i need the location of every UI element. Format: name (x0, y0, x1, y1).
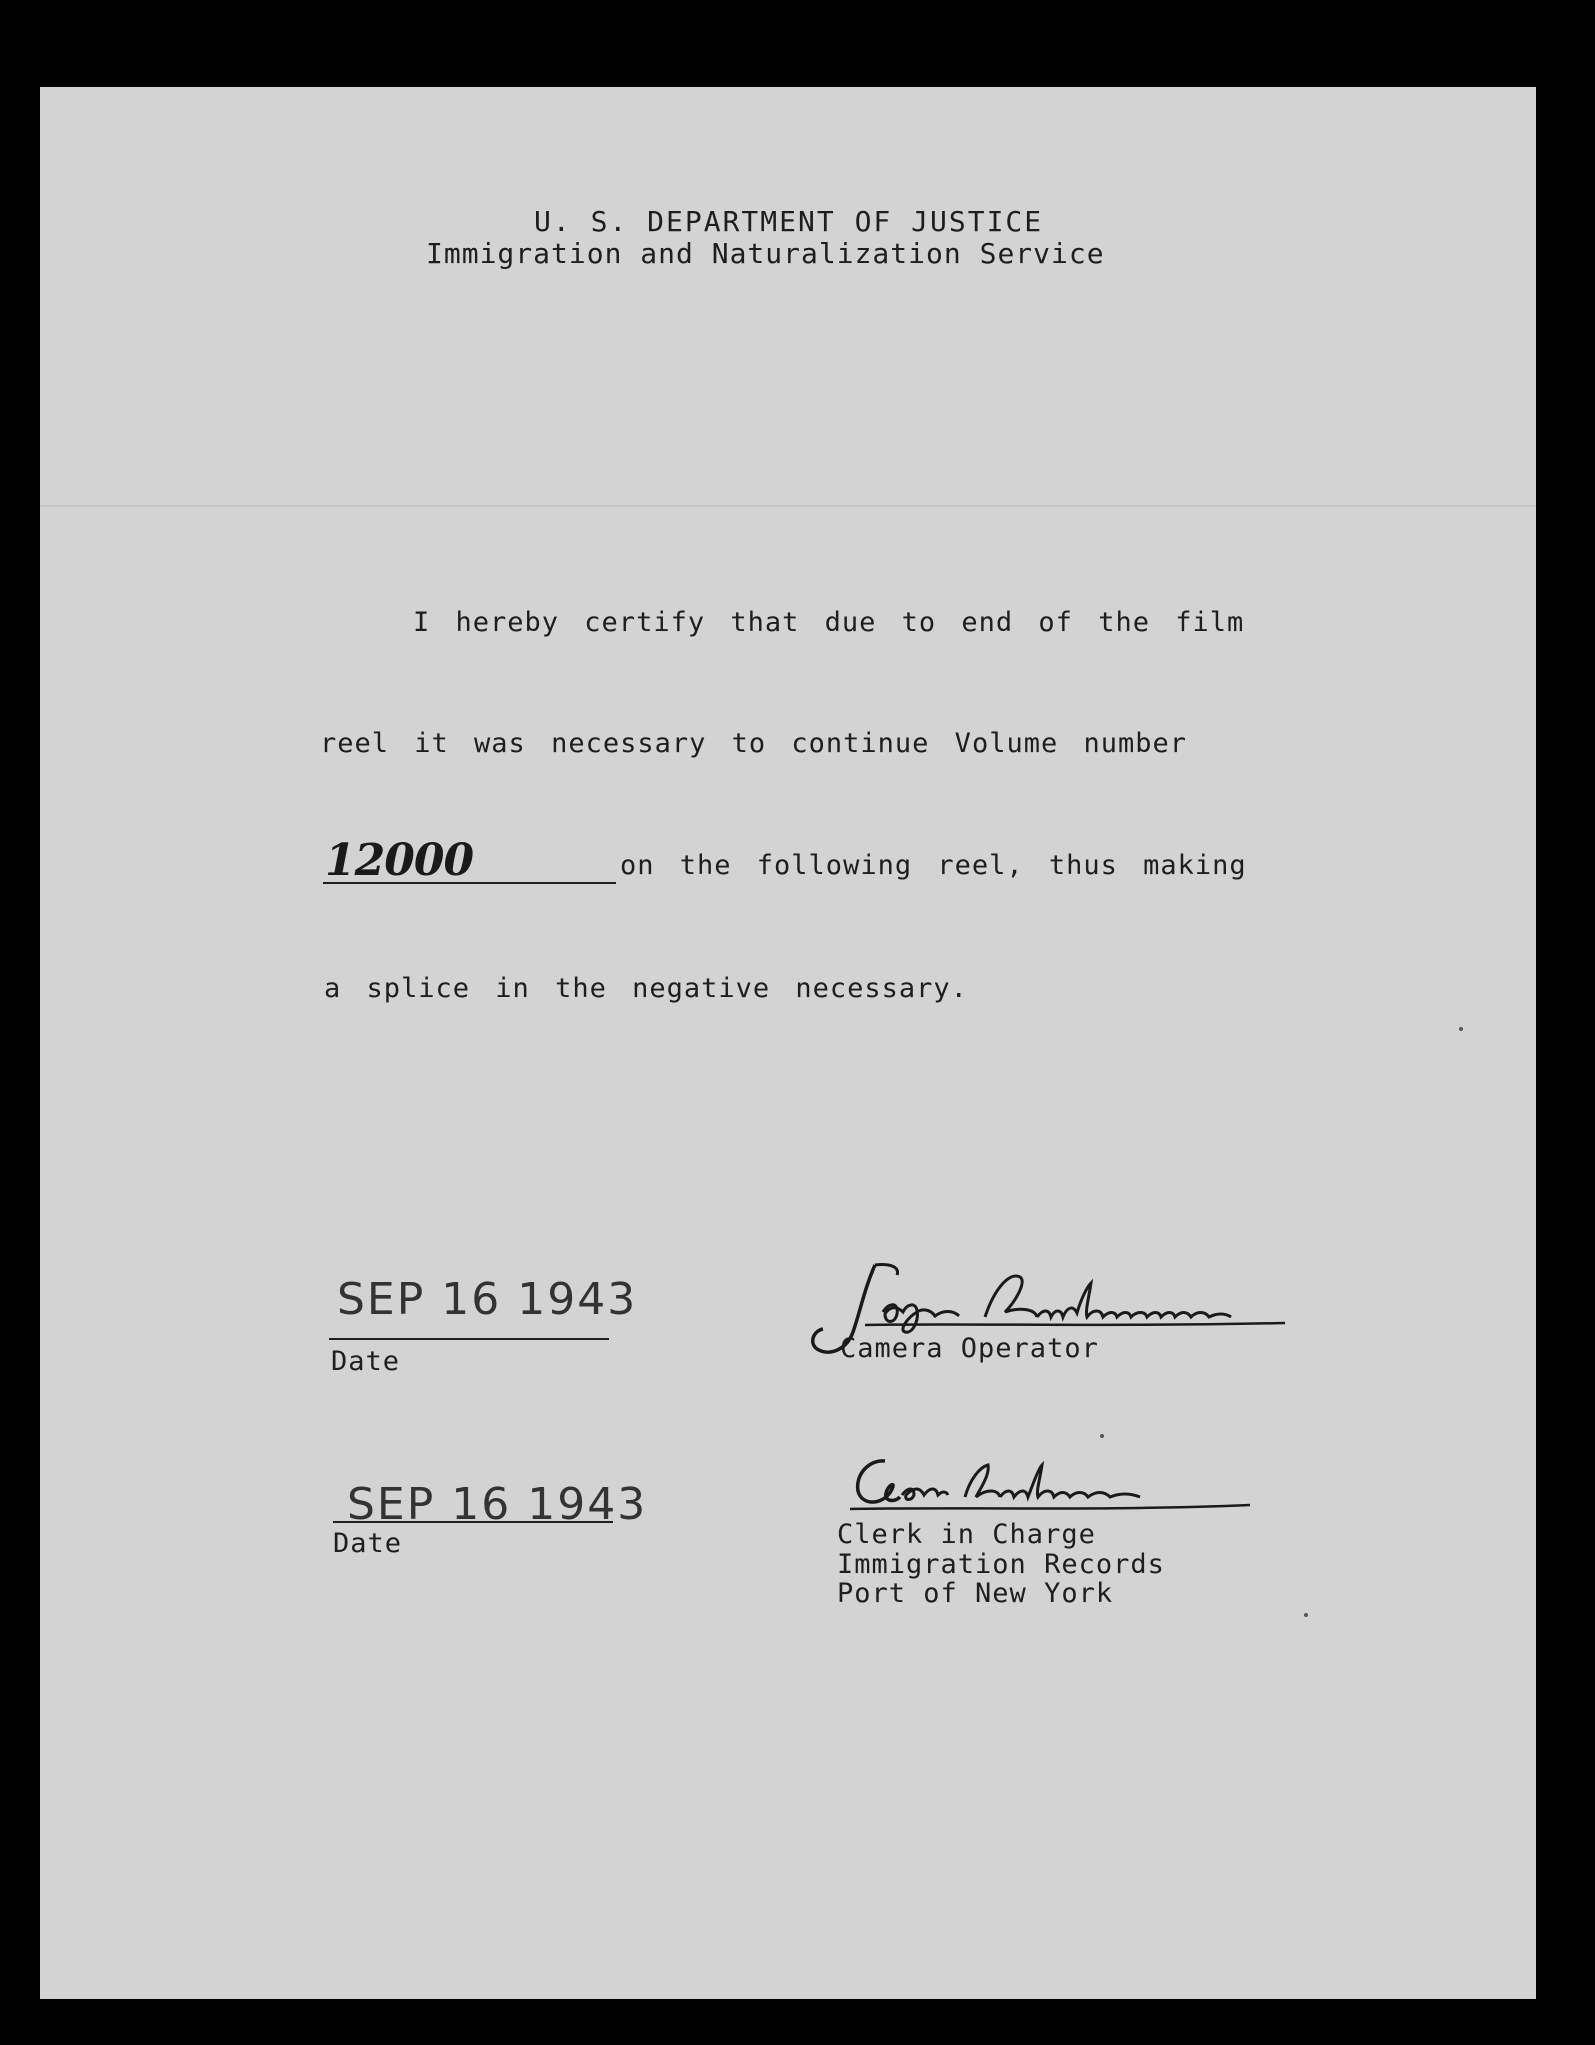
service-heading: Immigration and Naturalization Service (426, 237, 1105, 270)
date-stamp-1: SEP 16 1943 (337, 1274, 638, 1325)
clerk-port-label: Port of New York (837, 1578, 1114, 1609)
camera-operator-label: Camera Operator (840, 1333, 1099, 1364)
certification-line-4: a splice in the negative necessary. (324, 973, 968, 1004)
volume-number-handwritten: 12000 (325, 835, 474, 886)
certification-line-3: on the following reel, thus making (620, 850, 1247, 881)
clerk-office-label: Immigration Records (837, 1549, 1165, 1580)
date-label-1: Date (331, 1346, 401, 1377)
date-line-1 (329, 1338, 609, 1340)
date-line-2 (333, 1521, 613, 1523)
clerk-title-label: Clerk in Charge (837, 1519, 1096, 1550)
fold-crease (40, 505, 1536, 507)
paper-speck (1100, 1434, 1104, 1438)
date-label-2: Date (333, 1528, 403, 1559)
certification-line-1: I hereby certify that due to end of the film (413, 607, 1245, 638)
date-stamp-2: SEP 16 1943 (347, 1479, 648, 1530)
certification-line-2: reel it was necessary to continue Volume number (320, 728, 1188, 759)
paper-speck (1304, 1613, 1308, 1617)
document-page (40, 87, 1536, 1999)
clerk-signature (830, 1449, 1270, 1529)
paper-speck (1459, 1027, 1463, 1031)
department-heading: U. S. DEPARTMENT OF JUSTICE (534, 205, 1044, 238)
